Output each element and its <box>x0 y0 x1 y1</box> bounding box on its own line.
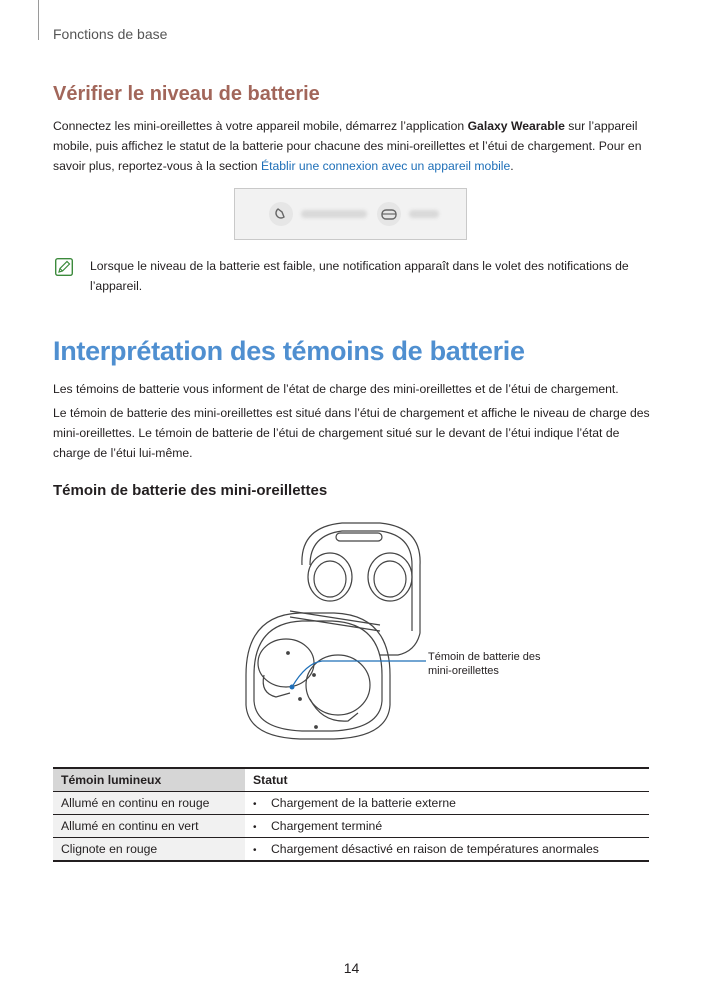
table-row <box>53 815 649 838</box>
section-title-battery-level: Vérifier le niveau de batterie <box>53 83 320 105</box>
status-text: Chargement de la batterie externe <box>271 796 456 810</box>
case-icon <box>377 202 401 226</box>
table-row <box>53 838 649 862</box>
table-row <box>53 792 649 815</box>
table-header-row <box>53 768 649 792</box>
indicators-paragraph-1: Les témoins de batterie vous informent de l’état de charge des mini-oreillettes et de l’étui de chargement. <box>53 382 619 396</box>
earbuds-icon <box>269 202 293 226</box>
indicator-status-table <box>53 767 649 862</box>
header-indicator: Témoin lumineux <box>53 768 245 792</box>
indicator-callout <box>428 650 541 678</box>
bullet: • <box>253 822 257 833</box>
connect-device-link[interactable]: Établir une connexion avec un appareil mobile <box>260 159 511 173</box>
status-text: Chargement terminé <box>271 819 383 833</box>
app-name: Galaxy Wearable <box>467 119 565 133</box>
page-number: 14 <box>343 960 360 976</box>
status-cell <box>245 815 649 838</box>
indicator-cell: Allumé en continu en rouge <box>53 792 245 815</box>
callout-text: mini-oreillettes <box>428 665 499 677</box>
status-cell <box>245 792 649 815</box>
para-text: . <box>510 159 514 173</box>
header-rule <box>38 0 39 40</box>
note-text: Lorsque le niveau de la batterie est faible, une notification apparaît dans le volet des notifications de l’appareil. <box>90 259 629 293</box>
status-cell <box>245 838 649 862</box>
para-text: sur l’appareil mobile, puis affichez le statut de la batterie pour chacune des mini-oreillettes et l’étui de chargement. Pour en savoir plus, reportez-vous à la section <box>53 119 642 173</box>
case-battery-blurred <box>409 210 439 218</box>
earbuds-battery-blurred <box>301 210 367 218</box>
status-text: Chargement désactivé en raison de températures anormales <box>271 842 599 856</box>
bullet: • <box>253 845 257 856</box>
subsection-title: Témoin de batterie des mini-oreillettes <box>53 482 328 499</box>
callout-line <box>292 661 426 687</box>
running-header: Fonctions de base <box>53 26 168 42</box>
para-text: Connectez les mini-oreillettes à votre appareil mobile, démarrez l’application <box>53 119 468 133</box>
note-icon <box>55 258 73 276</box>
bullet: • <box>253 799 257 810</box>
earbuds-case-illustration <box>230 515 560 755</box>
callout-text: Témoin de batterie des <box>428 651 541 663</box>
indicators-paragraph-2: Le témoin de batterie des mini-oreillettes est situé dans l’étui de chargement et affiche le niveau de charge des mini-oreillettes. Le témoin de batterie de l’étui de chargement situé sur le devant de l’étui indique l’état de charge de l’étui lui-même. <box>53 406 650 460</box>
battery-level-paragraph <box>53 116 653 176</box>
section-title-indicators: Interprétation des témoins de batterie <box>53 336 525 366</box>
battery-status-screenshot <box>234 188 467 240</box>
header-status: Statut <box>245 768 649 792</box>
indicator-cell: Allumé en continu en vert <box>53 815 245 838</box>
indicator-cell: Clignote en rouge <box>53 838 245 862</box>
